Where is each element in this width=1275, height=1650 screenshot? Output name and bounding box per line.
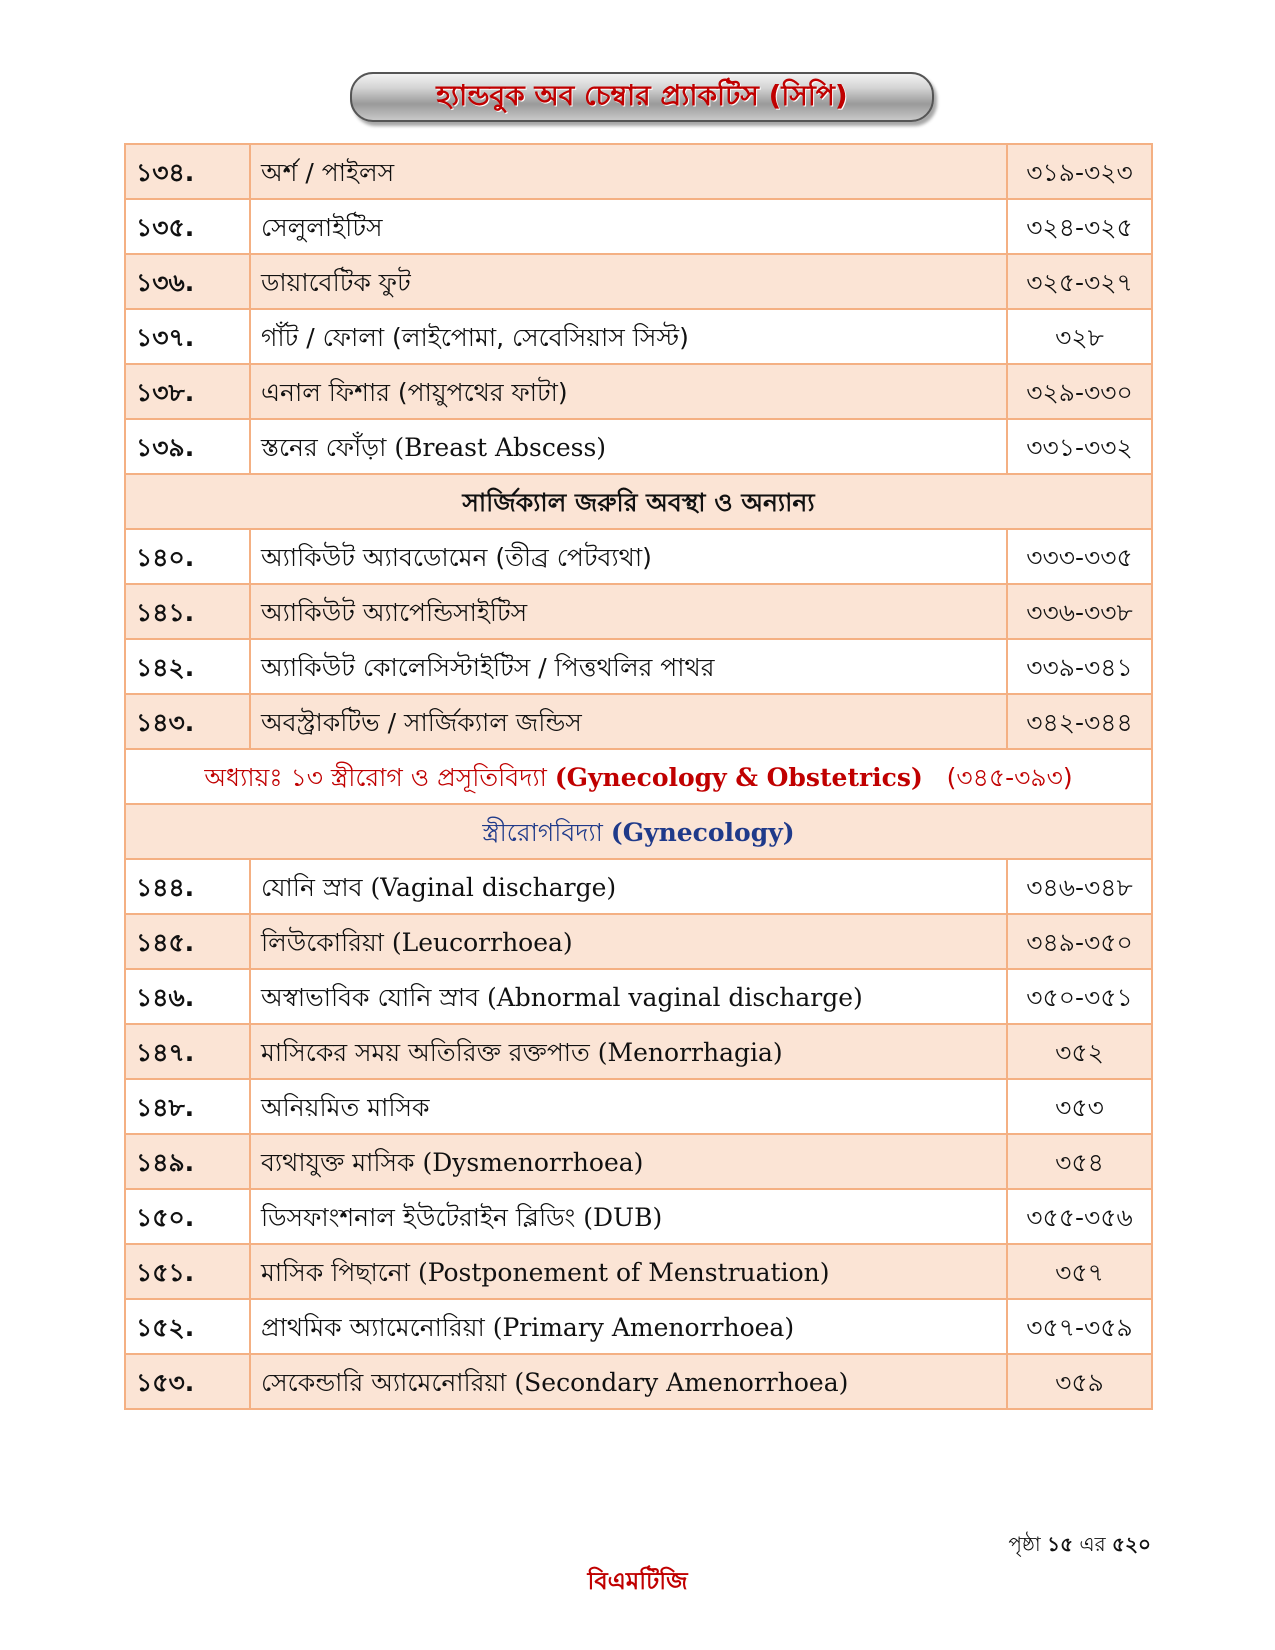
- table-row: [125, 364, 1152, 419]
- entry-title-bn: এনাল ফিশার (পায়ুপথের ফাটা): [261, 378, 568, 407]
- entry-number: ১৪২.: [125, 639, 250, 694]
- entry-title: [250, 529, 1007, 584]
- entry-title-bn: মাসিক পিছানো: [261, 1258, 410, 1287]
- chapter-heading: [125, 749, 1152, 804]
- entry-pages: ৩২৯-৩৩০: [1007, 364, 1152, 419]
- entry-pages: ৩২৮: [1007, 309, 1152, 364]
- table-row: [125, 1189, 1152, 1244]
- entry-title: [250, 1244, 1007, 1299]
- table-of-contents: [124, 143, 1153, 1410]
- entry-pages: ৩৩৬-৩৩৮: [1007, 584, 1152, 639]
- entry-title-bn: অ্যাকিউট অ্যাবডোমেন (তীব্র পেটব্যথা): [261, 543, 652, 572]
- entry-number: ১৪৪.: [125, 859, 250, 914]
- entry-pages: ৩২৫-৩২৭: [1007, 254, 1152, 309]
- entry-title: [250, 199, 1007, 254]
- entry-title: [250, 694, 1007, 749]
- table-row: [125, 694, 1152, 749]
- entry-pages: ৩৫৫-৩৫৬: [1007, 1189, 1152, 1244]
- entry-number: ১৫১.: [125, 1244, 250, 1299]
- entry-title: [250, 144, 1007, 199]
- entry-pages: ৩৫৭: [1007, 1244, 1152, 1299]
- entry-title: [250, 309, 1007, 364]
- entry-title: [250, 1079, 1007, 1134]
- entry-pages: ৩৩১-৩৩২: [1007, 419, 1152, 474]
- entry-number: ১৩৮.: [125, 364, 250, 419]
- entry-number: ১৪৫.: [125, 914, 250, 969]
- entry-title-bn: ডিসফাংশনাল ইউটেরাইন ব্লিডিং: [261, 1203, 576, 1232]
- table-row: [125, 1299, 1152, 1354]
- subchapter-row: [125, 804, 1152, 859]
- table-row: [125, 1244, 1152, 1299]
- entry-title-bn: অনিয়মিত মাসিক: [261, 1093, 430, 1122]
- entry-pages: ৩৪৬-৩৪৮: [1007, 859, 1152, 914]
- chapter-pages: (৩৪৫-৩৯৩): [946, 763, 1073, 792]
- entry-title-en: (Vaginal discharge): [370, 873, 617, 902]
- entry-pages: ৩১৯-৩২৩: [1007, 144, 1152, 199]
- entry-title: [250, 639, 1007, 694]
- subchapter-heading: [125, 804, 1152, 859]
- entry-title-bn: যোনি স্রাব: [261, 873, 363, 902]
- table-row: [125, 419, 1152, 474]
- entry-title-bn: স্তনের ফোঁড়া: [261, 433, 387, 462]
- table-row: [125, 1024, 1152, 1079]
- entry-title-en: (Breast Abscess): [394, 433, 607, 462]
- subchapter-title-en: (Gynecology): [610, 818, 795, 847]
- entry-number: ১৪৩.: [125, 694, 250, 749]
- entry-pages: ৩৫৪: [1007, 1134, 1152, 1189]
- document-title: হ্যান্ডবুক অব চেম্বার প্র্যাকটিস (সিপি): [436, 78, 848, 112]
- document-title-banner: [350, 72, 934, 122]
- table-row: [125, 859, 1152, 914]
- entry-pages: ৩৩৩-৩৩৫: [1007, 529, 1152, 584]
- entry-number: ১৪১.: [125, 584, 250, 639]
- entry-title: [250, 969, 1007, 1024]
- entry-number: ১৪৯.: [125, 1134, 250, 1189]
- page-of: এর: [1079, 1532, 1106, 1556]
- entry-pages: ৩৫২: [1007, 1024, 1152, 1079]
- entry-title-bn: অবস্ট্রাকটিভ / সার্জিক্যাল জন্ডিস: [261, 708, 582, 737]
- entry-title-bn: গাঁট / ফোলা (লাইপোমা, সেবেসিয়াস সিস্ট): [261, 323, 689, 352]
- entry-pages: ৩২৪-৩২৫: [1007, 199, 1152, 254]
- entry-title-en: (Secondary Amenorrhoea): [514, 1368, 849, 1397]
- entry-title: [250, 1299, 1007, 1354]
- entry-title: [250, 419, 1007, 474]
- entry-title: [250, 584, 1007, 639]
- table-row: [125, 969, 1152, 1024]
- entry-title-bn: মাসিকের সময় অতিরিক্ত রক্তপাত: [261, 1038, 590, 1067]
- entry-title-bn: লিউকোরিয়া: [261, 928, 384, 957]
- entry-title-en: (Primary Amenorrhoea): [492, 1313, 795, 1342]
- entry-title-en: (Dysmenorrhoea): [422, 1148, 644, 1177]
- table-row: [125, 584, 1152, 639]
- table-row: [125, 529, 1152, 584]
- chapter-title-en: (Gynecology & Obstetrics): [554, 763, 923, 792]
- page-prefix: পৃষ্ঠা: [1008, 1532, 1041, 1556]
- entry-pages: ৩৪২-৩৪৪: [1007, 694, 1152, 749]
- entry-title-bn: সেকেন্ডারি অ্যামেনোরিয়া: [261, 1368, 507, 1397]
- entry-title-en: (Menorrhagia): [597, 1038, 783, 1067]
- page-total: ৫২০: [1112, 1532, 1151, 1556]
- entry-title-bn: সেলুলাইটিস: [261, 213, 383, 242]
- entry-pages: ৩৫৩: [1007, 1079, 1152, 1134]
- section-heading: সার্জিক্যাল জরুরি অবস্থা ও অন্যান্য: [125, 474, 1152, 529]
- entry-number: ১৩৭.: [125, 309, 250, 364]
- entry-title: [250, 364, 1007, 419]
- footer-brand: বিএমটিজি: [587, 1567, 688, 1595]
- entry-pages: ৩৫৭-৩৫৯: [1007, 1299, 1152, 1354]
- table-row: [125, 1079, 1152, 1134]
- entry-title-bn: প্রাথমিক অ্যামেনোরিয়া: [261, 1313, 485, 1342]
- page-number: [1008, 1530, 1151, 1563]
- table-row: [125, 309, 1152, 364]
- entry-title: [250, 859, 1007, 914]
- entry-pages: ৩৪৯-৩৫০: [1007, 914, 1152, 969]
- entry-number: ১৪৬.: [125, 969, 250, 1024]
- entry-pages: ৩৫৯: [1007, 1354, 1152, 1409]
- entry-title-en: (DUB): [583, 1203, 663, 1232]
- entry-title: [250, 1024, 1007, 1079]
- section-row: [125, 474, 1152, 529]
- entry-title-en: (Postponement of Menstruation): [417, 1258, 830, 1287]
- entry-title: [250, 914, 1007, 969]
- entry-title-bn: অ্যাকিউট কোলেসিস্টাইটিস / পিত্তথলির পাথর: [261, 653, 715, 682]
- subchapter-title-bn: স্ত্রীরোগবিদ্যা: [482, 818, 603, 847]
- entry-title-en: (Leucorrhoea): [391, 928, 573, 957]
- entry-pages: ৩৫০-৩৫১: [1007, 969, 1152, 1024]
- chapter-row: [125, 749, 1152, 804]
- table-row: [125, 144, 1152, 199]
- entry-number: ১৩৬.: [125, 254, 250, 309]
- table-row: [125, 914, 1152, 969]
- table-row: [125, 199, 1152, 254]
- entry-title-bn: অ্যাকিউট অ্যাপেন্ডিসাইটিস: [261, 598, 528, 627]
- entry-title-bn: ব্যথাযুক্ত মাসিক: [261, 1148, 415, 1177]
- entry-title-en: (Abnormal vaginal discharge): [486, 983, 863, 1012]
- entry-title-bn: অস্বাভাবিক যোনি স্রাব: [261, 983, 480, 1012]
- chapter-title-bn: অধ্যায়ঃ ১৩ স্ত্রীরোগ ও প্রসূতিবিদ্যা: [204, 763, 547, 792]
- entry-number: ১৫২.: [125, 1299, 250, 1354]
- entry-number: ১৩৫.: [125, 199, 250, 254]
- entry-pages: ৩৩৯-৩৪১: [1007, 639, 1152, 694]
- table-row: [125, 1134, 1152, 1189]
- entry-number: ১৪৭.: [125, 1024, 250, 1079]
- entry-number: ১৪০.: [125, 529, 250, 584]
- entry-number: ১৫৩.: [125, 1354, 250, 1409]
- entry-number: ১৩৪.: [125, 144, 250, 199]
- entry-title: [250, 1354, 1007, 1409]
- entry-number: ১৪৮.: [125, 1079, 250, 1134]
- table-row: [125, 1354, 1152, 1409]
- entry-number: ১৫০.: [125, 1189, 250, 1244]
- toc-body: [125, 144, 1152, 1409]
- table-row: [125, 639, 1152, 694]
- entry-title-bn: অর্শ / পাইলস: [261, 158, 395, 187]
- entry-number: ১৩৯.: [125, 419, 250, 474]
- table-row: [125, 254, 1152, 309]
- entry-title: [250, 1134, 1007, 1189]
- entry-title: [250, 254, 1007, 309]
- entry-title-bn: ডায়াবেটিক ফুট: [261, 268, 411, 297]
- page-current: ১৫: [1047, 1532, 1074, 1556]
- entry-title: [250, 1189, 1007, 1244]
